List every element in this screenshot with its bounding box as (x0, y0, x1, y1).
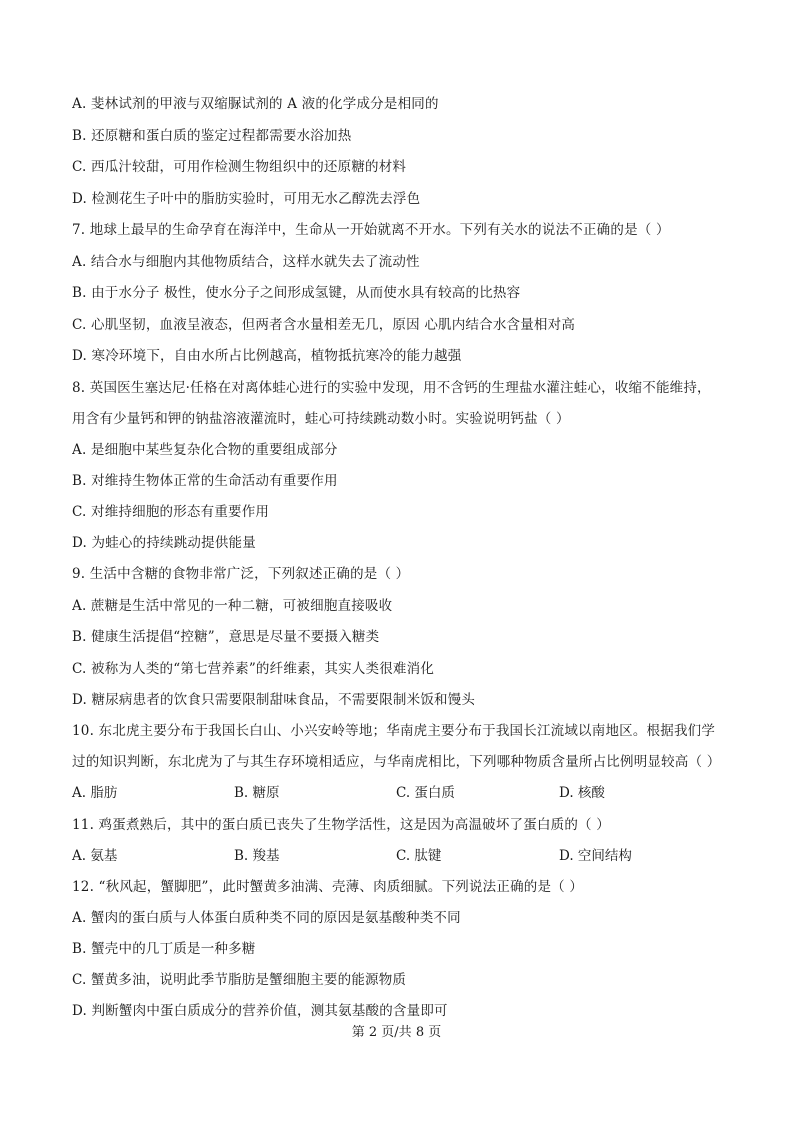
q12-stem: 12. “秋风起，蟹脚肥”，此时蟹黄多油满、壳薄、肉质细腻。下列说法正确的是（ ） (72, 879, 584, 895)
q8-stem-line-1: 8. 英国医生塞达尼·任格在对离体蛙心进行的实验中发现，用不含钙的生理盐水灌注蛙心，收缩不能维持， (72, 380, 711, 396)
q7-stem: 7. 地球上最早的生命孕育在海洋中，生命从一开始就离不开水。下列有关水的说法不正确的是（ ） (72, 222, 670, 238)
q10-option-d: D. 核酸 (559, 785, 605, 801)
q9-option-c: C. 被称为人类的“第七营养素”的纤维素，其实人类很难消化 (72, 661, 435, 677)
q8-option-b: B. 对维持生物体正常的生命活动有重要作用 (72, 473, 338, 489)
q6-option-b: B. 还原糖和蛋白质的鉴定过程都需要水浴加热 (72, 128, 352, 144)
q9-option-d: D. 糖尿病患者的饮食只需要限制甜味食品，不需要限制米饭和馒头 (72, 692, 476, 708)
q7-option-c: C. 心肌坚韧，血液呈液态，但两者含水量相差无几，原因 心肌内结合水含量相对高 (72, 317, 576, 333)
q11-options (72, 846, 742, 866)
q7-option-b: B. 由于水分子 极性，使水分子之间形成氢键，从而使水具有较高的比热容 (72, 285, 521, 301)
q7-option-a: A. 结合水与细胞内其他物质结合，这样水就失去了流动性 (72, 254, 420, 270)
q8-option-c: C. 对维持细胞的形态有重要作用 (72, 504, 270, 520)
q11-option-b: B. 羧基 (234, 848, 280, 864)
q9-option-b: B. 健康生活提倡“控糖”，意思是尽量不要摄入糖类 (72, 629, 380, 645)
q10-option-b: B. 糖原 (234, 785, 280, 801)
q8-option-d: D. 为蛙心的持续跳动提供能量 (72, 535, 256, 551)
q10-option-c: C. 蛋白质 (396, 785, 455, 801)
q6-option-d: D. 检测花生子叶中的脂肪实验时，可用无水乙醇洗去浮色 (72, 191, 421, 207)
q8-stem-line-2: 用含有少量钙和钾的钠盐溶液灌流时，蛙心可持续跳动数小时。实验说明钙盐（ ） (72, 411, 570, 427)
q6-option-c: C. 西瓜汁较甜，可用作检测生物组织中的还原糖的材料 (72, 159, 407, 175)
q7-option-d: D. 寒冷环境下，自由水所占比例越高，植物抵抗寒冷的能力越强 (72, 348, 462, 364)
q9-option-a: A. 蔗糖是生活中常见的一种二糖，可被细胞直接吸收 (72, 598, 393, 614)
q10-option-a: A. 脂肪 (72, 785, 118, 801)
page-footer: 第 2 页/共 8 页 (351, 1025, 442, 1040)
q10-stem-line-2: 过的知识判断，东北虎为了与其生存环境相适应，与华南虎相比，下列哪种物质含量所占比例明显较高（ ） (72, 754, 721, 770)
q12-option-d: D. 判断蟹肉中蛋白质成分的营养价值，测其氨基酸的含量即可 (72, 1003, 448, 1019)
q12-option-a: A. 蟹肉的蛋白质与人体蛋白质种类不同的原因是氨基酸种类不同 (72, 910, 461, 926)
q8-option-a: A. 是细胞中某些复杂化合物的重要组成部分 (72, 442, 338, 458)
q10-options (72, 783, 742, 803)
q9-stem: 9. 生活中含糖的食物非常广泛，下列叙述正确的是（ ） (72, 566, 410, 582)
q10-stem-line-1: 10. 东北虎主要分布于我国长白山、小兴安岭等地；华南虎主要分布于我国长江流域以南地区。根据我们学 (72, 723, 716, 739)
q12-option-c: C. 蟹黄多油，说明此季节脂肪是蟹细胞主要的能源物质 (72, 972, 407, 988)
q11-stem: 11. 鸡蛋煮熟后，其中的蛋白质已丧失了生物学活性，这是因为高温破坏了蛋白质的（ ） (72, 817, 610, 833)
q11-option-a: A. 氨基 (72, 848, 118, 864)
q11-option-d: D. 空间结构 (559, 848, 632, 864)
q6-option-a: A. 斐林试剂的甲液与双缩脲试剂的 A 液的化学成分是相同的 (72, 96, 439, 112)
q12-option-b: B. 蟹壳中的几丁质是一种多糖 (72, 941, 256, 957)
q11-option-c: C. 肽键 (396, 848, 442, 864)
